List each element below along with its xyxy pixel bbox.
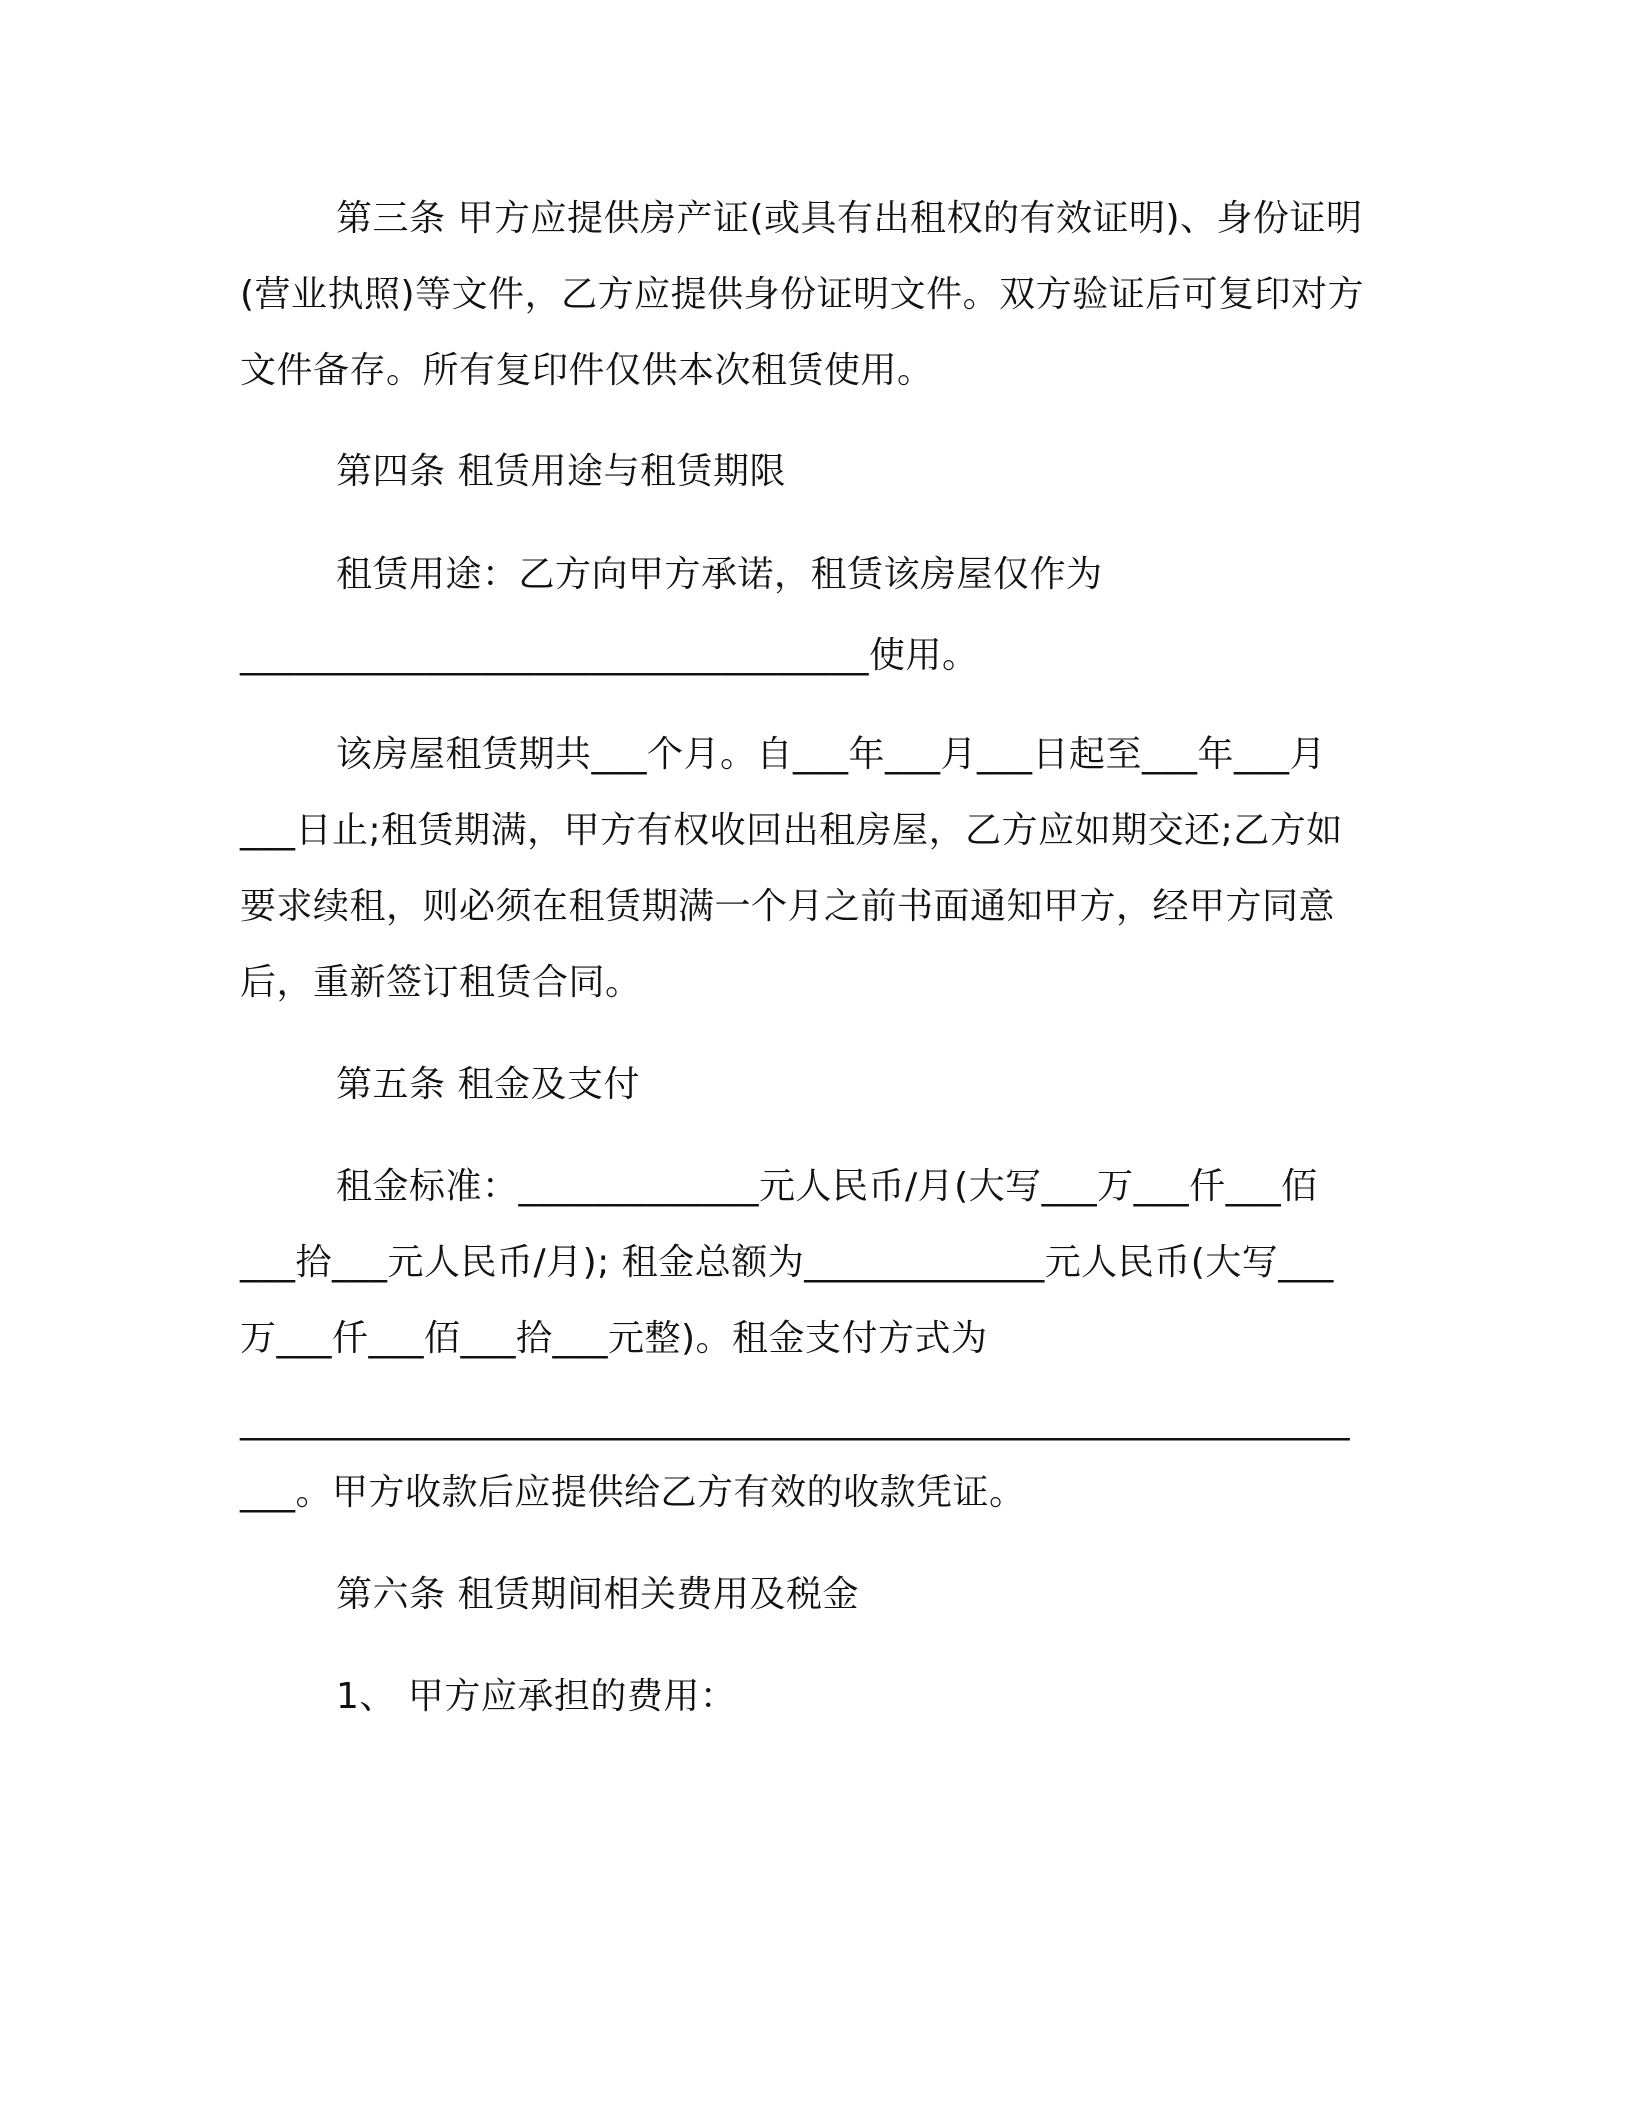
- lease-purpose-line-1: 租赁用途：乙方向甲方承诺，租赁该房屋仅作为: [336, 554, 1103, 595]
- rent-line-3: 万___仟___佰___拾___元整)。租金支付方式为: [240, 1318, 988, 1359]
- lease-term-line-1: 该房屋租赁期共___个月。自___年___月___日起至___年___月: [336, 734, 1327, 775]
- rent-line-5: ___。甲方收款后应提供给乙方有效的收款凭证。: [240, 1472, 1026, 1513]
- rent-line-2: ___拾___元人民币/月); 租金总额为_____________元人民币(大写___: [240, 1242, 1334, 1283]
- lease-term-line-3: 要求续租，则必须在租赁期满一个月之前书面通知甲方，经甲方同意: [240, 886, 1336, 927]
- article-3-line-1: 第三条 甲方应提供房产证(或具有出租权的有效证明)、身份证明: [336, 198, 1363, 239]
- article-5-heading: 第五条 租金及支付: [336, 1064, 640, 1105]
- lease-term-line-4: 后，重新签订租赁合同。: [240, 962, 642, 1003]
- rent-line-1: 租金标准：_____________元人民币/月(大写___万___仟___佰: [336, 1166, 1318, 1207]
- lease-term-line-2: ___日止;租赁期满，甲方有权收回出租房屋，乙方应如期交还;乙方如: [240, 810, 1343, 851]
- article-3-line-2: (营业执照)等文件，乙方应提供身份证明文件。双方验证后可复印对方: [240, 274, 1365, 315]
- article-6-heading: 第六条 租赁期间相关费用及税金: [336, 1574, 859, 1615]
- lease-purpose-line-2: __________________________________使用。: [240, 635, 979, 676]
- rent-line-4: ____________________________________________________________: [240, 1400, 1350, 1441]
- article-4-heading: 第四条 租赁用途与租赁期限: [336, 451, 786, 492]
- fees-item-1: 1、 甲方应承担的费用：: [336, 1676, 737, 1717]
- article-3-line-3: 文件备存。所有复印件仅供本次租赁使用。: [240, 350, 934, 391]
